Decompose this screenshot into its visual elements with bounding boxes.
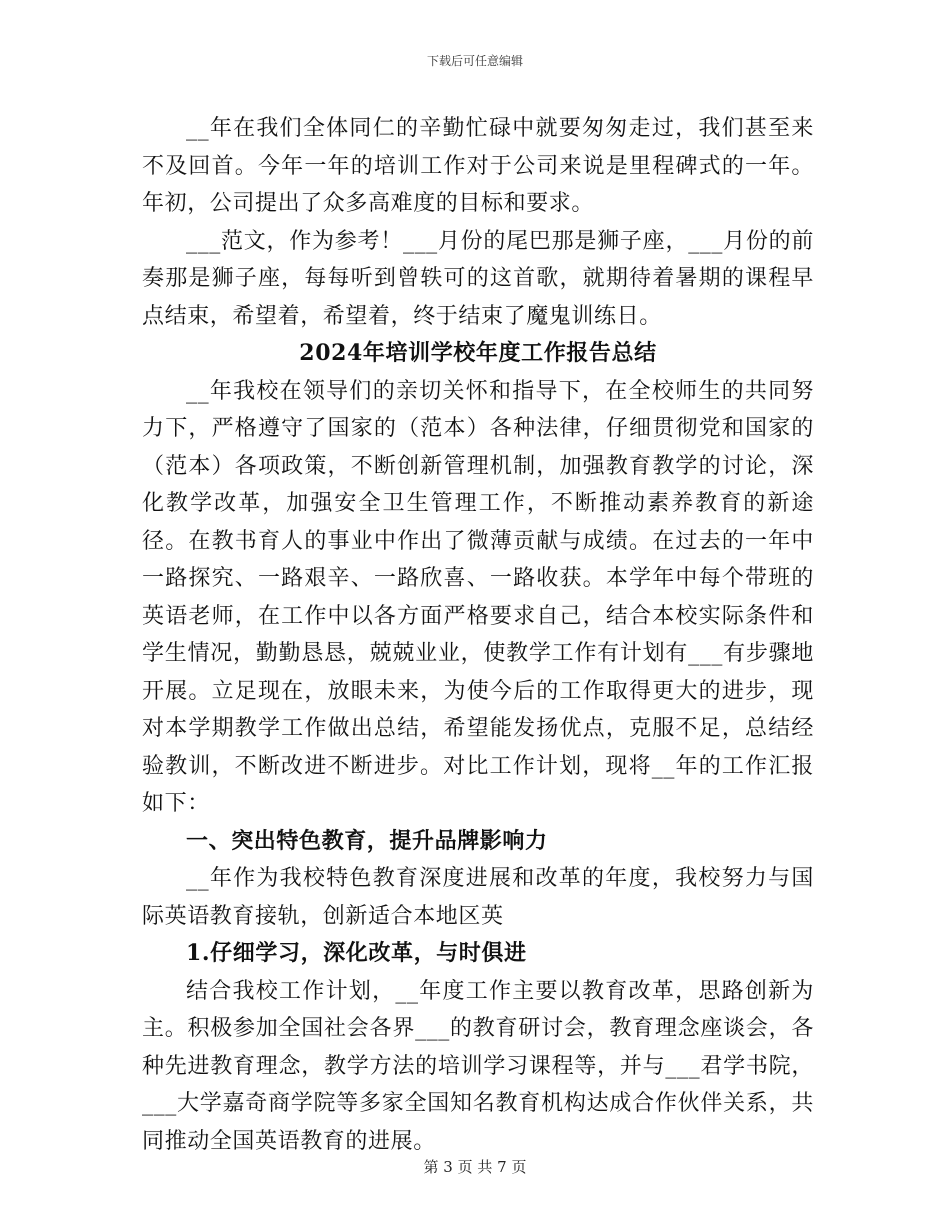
intro-paragraph-1: __年在我们全体同仁的辛勤忙碌中就要匆匆走过，我们甚至来不及回首。今年一年的培训工作对于公司来说是里程碑式的一年。年初，公司提出了众多高难度的目标和要求。 xyxy=(142,116,814,216)
page-header: 下载后可任意编辑 xyxy=(426,54,523,68)
section-1-heading: 一、突出特色教育，提升品牌影响力 xyxy=(186,827,548,854)
body-paragraph-1: __年我校在领导们的亲切关怀和指导下，在全校师生的共同努力下，严格遵守了国家的（范本）各种法律，仔细贯彻党和国家的（范本）各项政策，不断创新管理机制，加强教育教学的讨论，深化教学改革，加强安全卫生管理工作，不断推动素养教育的新途径。在教书育人的事业中作出了微薄贡献与成绩。在过去的一年中一路探究、一路艰辛、一路欣喜、一路收获。本学年中每个带班的英语老师，在工作中以各方面严格要求自己，结合本校实际条件和学生情况，勤勤恳恳，兢兢业业，使教学工作有计划有___有步骤地开展。立足现在，放眼未来，为使今后的工作取得更大的进步，现对本学期教学工作做出总结，希望能发扬优点，克服不足，总结经验教训，不断改进不断进步。对比工作计划，现将__年的工作汇报如下： xyxy=(142,378,814,816)
subsection-1-heading: 1.仔细学习，深化改革，与时俱进 xyxy=(186,940,527,966)
intro-paragraph-2: ___范文，作为参考！___月份的尾巴那是狮子座，___月份的前奏那是狮子座，每每听到曾轶可的这首歌，就期待着暑期的课程早点结束，希望着，希望着，终于结束了魔鬼训练日。 xyxy=(142,228,814,329)
document-body xyxy=(142,110,814,1160)
page-footer: 第 3 页 共 7 页 xyxy=(423,1158,527,1176)
subsection-1-paragraph: 结合我校工作计划，__年度工作主要以教育改革，思路创新为主。积极参加全国社会各界___的教育研讨会，教育理念座谈会，各种先进教育理念，教学方法的培训学习课程等，并与___君学书院，___大学嘉奇商学院等多家全国知名教育机构达成合作伙伴关系，共同推动全国英语教育的进展。 xyxy=(142,978,814,1154)
document-title: 2024年培训学校年度工作报告总结 xyxy=(299,340,657,366)
section-1-paragraph: __年作为我校特色教育深度进展和改革的年度，我校努力与国际英语教育接轨，创新适合本地区英 xyxy=(142,866,814,929)
